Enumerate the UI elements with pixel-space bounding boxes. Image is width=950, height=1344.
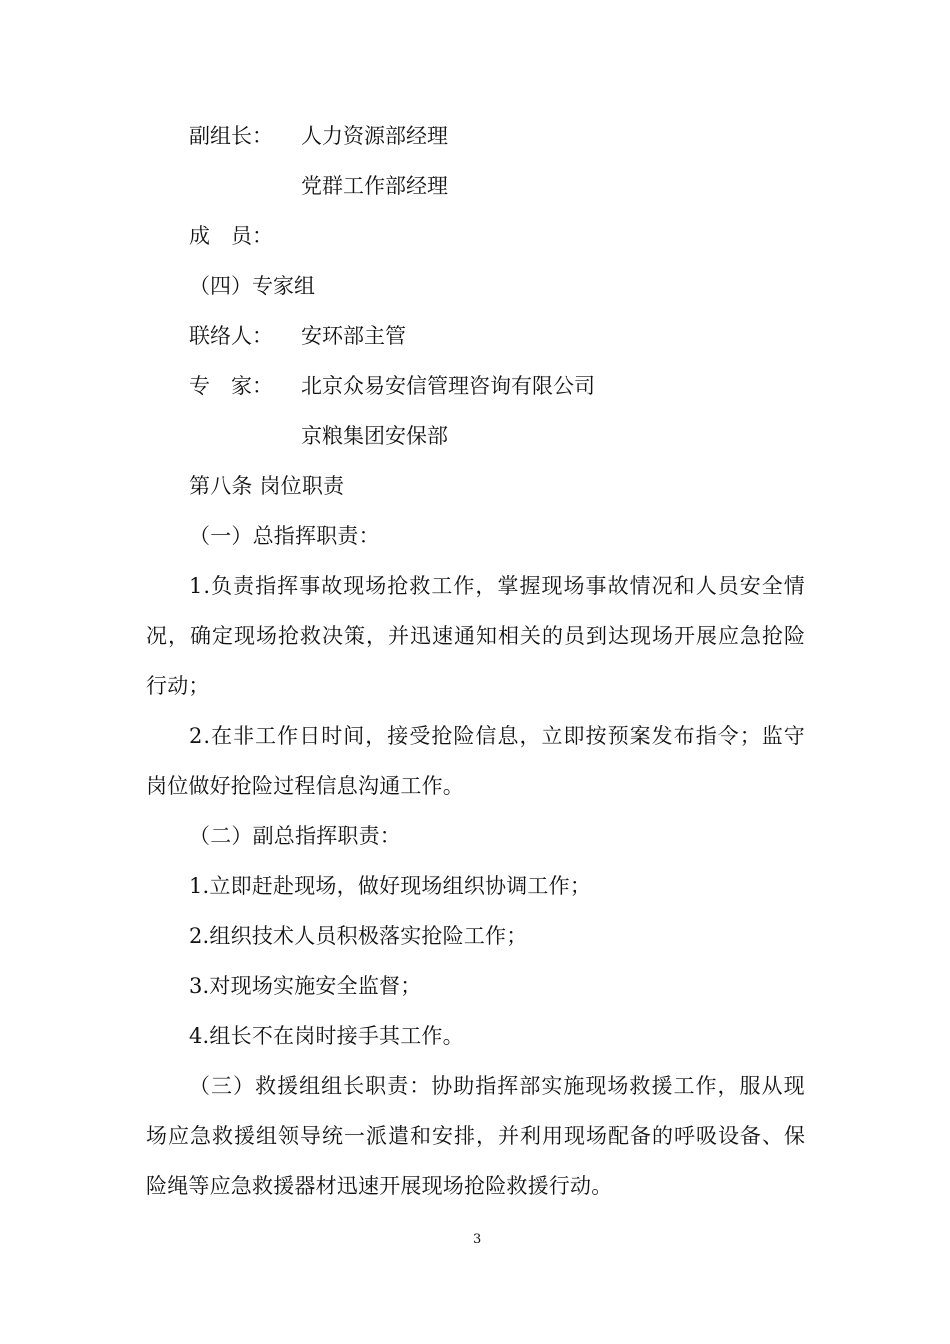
deputy-item-1: 1.立即赶赴现场，做好现场组织协调工作； xyxy=(189,874,592,898)
expert-group-heading: （四）专家组 xyxy=(189,274,315,298)
deputy-item-3: 3.对现场实施安全监督； xyxy=(189,974,422,998)
page-number: 3 xyxy=(473,1232,482,1247)
vice-leader-2: 党群工作部经理 xyxy=(301,174,448,198)
commander-item1-line3: 行动； xyxy=(146,674,210,698)
rescue-line-3: 险绳等应急救援器材迅速开展现场抢险救援行动。 xyxy=(146,1174,613,1198)
vice-leader-label: 副组长： xyxy=(189,124,273,148)
commander-item2-line1: 2.在非工作日时间，接受抢险信息，立即按预案发布指令；监守 xyxy=(189,724,806,748)
commander-item2-line2: 岗位做好抢险过程信息沟通工作。 xyxy=(146,774,464,798)
deputy-item-2: 2.组织技术人员积极落实抢险工作； xyxy=(189,924,528,948)
members-label: 成 员： xyxy=(189,224,273,248)
experts-label: 专 家： xyxy=(189,374,273,398)
commander-item1-line2: 况，确定现场抢救决策，并迅速通知相关的员到达现场开展应急抢险 xyxy=(146,624,806,648)
rescue-line-1: （三）救援组组长职责：协助指挥部实施现场救援工作，服从现 xyxy=(189,1074,806,1098)
expert-1: 北京众易安信管理咨询有限公司 xyxy=(301,374,595,398)
commander-heading: （一）总指挥职责： xyxy=(189,524,380,548)
expert-2: 京粮集团安保部 xyxy=(301,424,448,448)
deputy-item-4: 4.组长不在岗时接手其工作。 xyxy=(189,1024,464,1048)
deputy-heading: （二）副总指挥职责： xyxy=(189,824,401,848)
rescue-line-2: 场应急救援组领导统一派遣和安排，并利用现场配备的呼吸设备、保 xyxy=(146,1124,806,1148)
article8-heading: 第八条 岗位职责 xyxy=(189,474,345,498)
commander-item1-line1: 1.负责指挥事故现场抢救工作，掌握现场事故情况和人员安全情 xyxy=(189,574,806,598)
vice-leader-1: 人力资源部经理 xyxy=(301,124,448,148)
contact-value: 安环部主管 xyxy=(301,324,406,348)
contact-label: 联络人： xyxy=(189,324,273,348)
